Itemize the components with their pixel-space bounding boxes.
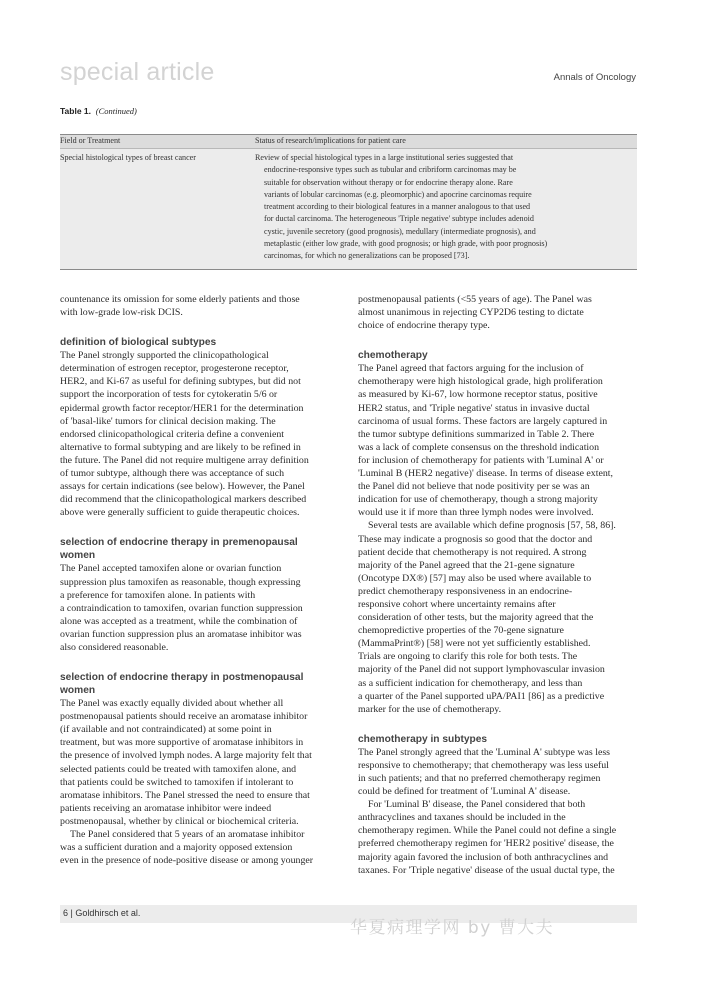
text-line: consideration of other tests, but the majority agreed that the bbox=[358, 612, 594, 624]
text-line: aromatase inhibitors. The Panel stressed the need to ensure that bbox=[60, 789, 310, 801]
table-caption bbox=[60, 106, 137, 116]
text-line: even in the presence of node-positive disease or among younger bbox=[60, 855, 314, 867]
text-line: taxanes. For 'Triple negative' disease of the usual ductal type, the bbox=[358, 864, 615, 876]
text-line: postmenopausal patients should receive an aromatase inhibitor bbox=[60, 711, 308, 723]
heading-premenopausal: selection of endocrine therapy in premenopausal bbox=[60, 537, 298, 549]
table-col-status-header: Status of research/implications for patient care bbox=[255, 136, 406, 145]
text-line: responsive cohort where uncertainty remains after bbox=[358, 598, 556, 610]
text-line: postmenopausal, whether by clinical or biochemical criteria. bbox=[60, 815, 299, 827]
text-line: could be defined for treatment of 'Luminal A' disease. bbox=[358, 786, 571, 798]
text-line: The Panel agreed that factors arguing for the inclusion of bbox=[358, 363, 584, 375]
table-cell-field: Special histological types of breast cancer bbox=[60, 153, 196, 162]
text-line: ovarian function suppression plus an aromatase inhibitor was bbox=[60, 628, 302, 640]
text-line: the presence of involved lymph nodes. A large majority felt that bbox=[60, 750, 312, 762]
text-line: the tumor subtype definitions summarized in Table 2. There bbox=[358, 428, 595, 440]
text-line: for inclusion of chemotherapy for patients with 'Luminal A' or bbox=[358, 454, 604, 466]
text-line: The Panel strongly supported the clinicopathological bbox=[60, 350, 269, 362]
text-line: carcinoma of usual forms. These factors are largely captured in bbox=[358, 415, 608, 427]
text-line: For 'Luminal B' disease, the Panel considered that both bbox=[368, 799, 586, 811]
text-line: above were generally sufficient to guide therapeutic choices. bbox=[60, 507, 300, 519]
text-line: anthracyclines and taxanes should be included in the bbox=[358, 812, 566, 824]
text-line: majority again favored the inclusion of both anthracyclines and bbox=[358, 851, 609, 863]
text-line: marker for the use of chemotherapy. bbox=[358, 703, 502, 715]
footer-page-author: 6 | Goldhirsch et al. bbox=[63, 908, 141, 918]
text-line: predict chemotherapy responsiveness in an endocrine- bbox=[358, 585, 573, 597]
text-line: chemotherapy were high histological grade, high proliferation bbox=[358, 376, 603, 388]
text-line: that patients could be switched to tamoxifen if intolerant to bbox=[60, 776, 294, 788]
table-number: Table 1. bbox=[60, 106, 92, 116]
text-line: majority of the Panel did not support lymphovascular invasion bbox=[358, 664, 605, 676]
text-line: HER2 status, and 'Triple negative' status in invasive ductal bbox=[358, 402, 590, 414]
text-line: responsive to chemotherapy; that chemotherapy was less useful bbox=[358, 759, 609, 771]
text-line: a contraindication to tamoxifen, ovarian function suppression bbox=[60, 602, 303, 614]
text-line: a quarter of the Panel supported uPA/PAI1 [86] as a predictive bbox=[358, 690, 605, 702]
table-continued: (Continued) bbox=[95, 106, 137, 116]
text-line: HER2, and Ki-67 as useful for defining subtypes, but did not bbox=[60, 376, 301, 388]
text-line: as measured by Ki-67, low hormone receptor status, positive bbox=[358, 389, 598, 401]
table-line: variants of lobular carcinomas (e.g. pleomorphic) and apocrine carcinomas require bbox=[264, 189, 532, 199]
text-line: was a sufficient duration and a majority opposed extension bbox=[60, 842, 293, 854]
right-column bbox=[358, 293, 638, 877]
table-line: for ductal carcinoma. The heterogeneous 'Triple negative' subtype includes adenoid bbox=[264, 214, 534, 224]
heading-postmenopausal: selection of endocrine therapy in postmenopausal bbox=[60, 672, 304, 684]
text-line: assays for certain indications (see below). However, the Panel bbox=[60, 481, 305, 493]
table-cell-status bbox=[255, 152, 595, 263]
left-column bbox=[60, 293, 343, 867]
text-line: (if available and not contraindicated) at some point in bbox=[60, 724, 272, 736]
text-line: almost unanimous in rejecting CYP2D6 testing to dictate bbox=[358, 307, 584, 319]
text-line: postmenopausal patients (<55 years of age). The Panel was bbox=[358, 294, 592, 305]
table-row bbox=[60, 149, 637, 270]
text-line: endorsed clinicopathological criteria define a convenient bbox=[60, 428, 285, 440]
text-line: countenance its omission for some elderly patients and those bbox=[60, 294, 300, 305]
heading-chemotherapy-subtypes: chemotherapy in subtypes bbox=[358, 733, 488, 745]
text-line: of 'basal-like' tumors for clinical decision making. The bbox=[60, 415, 276, 427]
text-line: (MammaPrint®) [58] were not yet sufficiently established. bbox=[358, 638, 591, 650]
watermark: 华夏病理学网 by 曹大夫 bbox=[350, 918, 555, 938]
heading-biological-subtypes: definition of biological subtypes bbox=[60, 337, 217, 349]
text-line: alternative to formal subtyping and are likely to be refined in bbox=[60, 441, 301, 453]
section-label: special article bbox=[60, 58, 215, 86]
heading-premenopausal-cont: women bbox=[60, 550, 96, 562]
text-line: in such patients; and that no preferred chemotherapy regimen bbox=[358, 773, 601, 784]
table-line: treatment according to their biological features in a manner analogous to that used bbox=[264, 202, 531, 212]
table-1 bbox=[60, 134, 637, 270]
table-line: suitable for observation without therapy or for endocrine therapy alone. Rare bbox=[264, 177, 513, 187]
table-header-row bbox=[60, 134, 637, 149]
text-line: a preference for tamoxifen alone. In patients with bbox=[60, 589, 256, 601]
text-line: with low-grade low-risk DCIS. bbox=[60, 307, 183, 319]
text-line: majority of the Panel agreed that the 21-gene signature bbox=[358, 559, 575, 571]
text-line: patients receiving an aromatase inhibitor were indeed bbox=[60, 802, 272, 814]
text-line: of tumor subtype, although there was acceptance of such bbox=[60, 468, 285, 480]
table-line: metaplastic (either low grade, with good prognosis; or high grade, with poor prognosis) bbox=[264, 239, 548, 249]
text-line: The Panel strongly agreed that the 'Luminal A' subtype was less bbox=[358, 746, 611, 758]
text-line: The Panel considered that 5 years of an aromatase inhibitor bbox=[70, 829, 305, 840]
table-line: cystic, juvenile secretory (good prognosis), medullary (intermediate prognosis), and bbox=[264, 226, 536, 236]
text-line: alone was accepted as a treatment, while the combination of bbox=[60, 615, 298, 627]
table-line: endocrine-responsive types such as tubular and cribriform carcinomas may be bbox=[264, 165, 517, 175]
text-line: suppression plus tamoxifen as reasonable, though expressing bbox=[60, 576, 301, 588]
table-line: carcinomas, for which no generalizations can be proposed [73]. bbox=[264, 251, 470, 261]
text-line: preferred chemotherapy regimen for 'HER2 positive' disease, the bbox=[358, 838, 614, 850]
text-line: epidermal growth factor receptor/HER1 for the determination bbox=[60, 402, 304, 414]
text-line: chemopredictive properties of the 70-gene signature bbox=[358, 625, 564, 637]
text-line: Trials are ongoing to clarify this role for both tests. The bbox=[358, 651, 578, 663]
text-line: support the incorporation of tests for cytokeratin 5/6 or bbox=[60, 389, 278, 401]
text-line: as a sufficient indication for chemotherapy, and less than bbox=[358, 677, 583, 689]
text-line: determination of estrogen receptor, progesterone receptor, bbox=[60, 363, 289, 375]
text-line: also considered reasonable. bbox=[60, 641, 169, 653]
journal-name: Annals of Oncology bbox=[553, 72, 636, 83]
text-line: was a lack of complete consensus on the threshold indication bbox=[358, 441, 600, 453]
text-line: The Panel was exactly equally divided about whether all bbox=[60, 698, 284, 710]
heading-postmenopausal-cont: women bbox=[60, 685, 96, 697]
text-line: the future. The Panel did not require multigene array definition bbox=[60, 454, 309, 466]
text-line: choice of endocrine therapy type. bbox=[358, 320, 490, 332]
text-line: chemotherapy regimen. While the Panel could not define a single bbox=[358, 825, 617, 837]
table-line: Review of special histological types in a large institutional series suggested that bbox=[255, 153, 514, 162]
heading-chemotherapy: chemotherapy bbox=[358, 350, 428, 362]
text-line: The Panel accepted tamoxifen alone or ovarian function bbox=[60, 563, 282, 575]
table-col-field-header: Field or Treatment bbox=[60, 136, 121, 145]
text-line: the Panel did not believe that node positivity per se was an bbox=[358, 481, 590, 493]
text-line: treatment, but was more supportive of aromatase inhibitors in bbox=[60, 737, 304, 749]
text-line: 'Luminal B (HER2 negative)' disease. In terms of disease extent, bbox=[358, 468, 614, 480]
text-line: would use it if more than three lymph nodes were involved. bbox=[358, 507, 594, 519]
text-line: selected patients could be treated with tamoxifen alone, and bbox=[60, 763, 297, 775]
text-line: These may indicate a prognosis so good that the doctor and bbox=[358, 533, 593, 545]
text-line: patient decide that chemotherapy is not required. A strong bbox=[358, 546, 587, 558]
text-line: indication for use of chemotherapy, though a strong majority bbox=[358, 494, 598, 506]
text-line: (Oncotype DX®) [57] may also be used where available to bbox=[358, 572, 592, 584]
text-line: did recommend that the clinicopathological markers described bbox=[60, 494, 307, 506]
text-line: Several tests are available which define prognosis [57, 58, 86]. bbox=[368, 520, 616, 532]
